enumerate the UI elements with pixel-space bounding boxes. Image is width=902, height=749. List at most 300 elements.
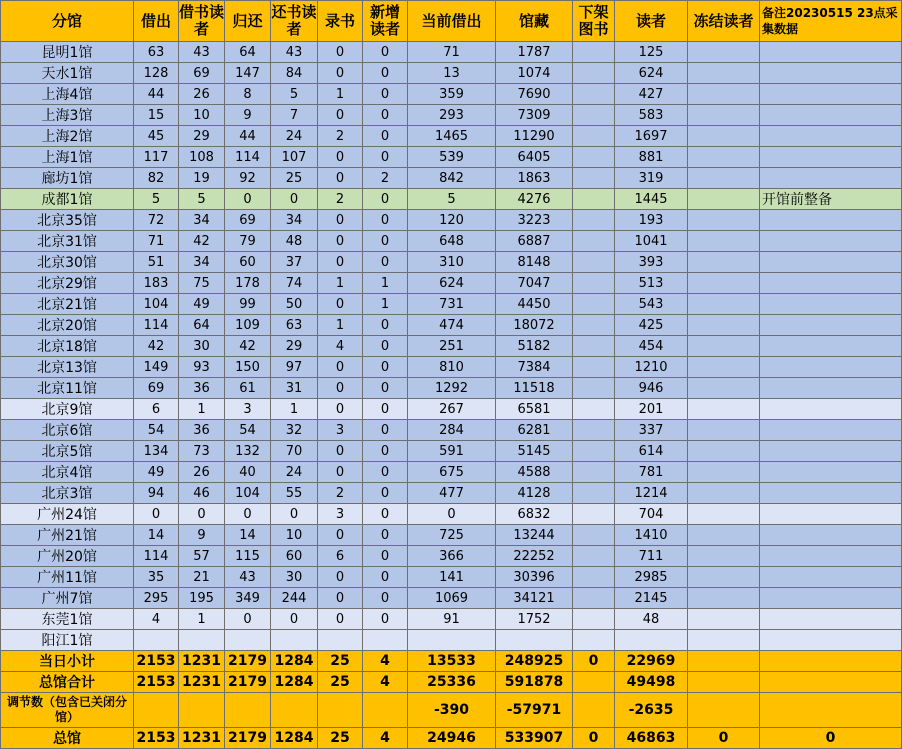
adjustment-row — [1, 693, 902, 728]
frozen-cell — [688, 105, 760, 126]
current-borrow-cell: 0 — [408, 504, 496, 525]
adjustment-empty — [134, 693, 179, 728]
return-readers-cell: 107 — [271, 147, 318, 168]
return-cell: 92 — [225, 168, 271, 189]
borrow-cell: 15 — [134, 105, 179, 126]
remark-cell — [760, 567, 902, 588]
borrow-readers-cell: 5 — [179, 189, 225, 210]
branch-name-cell: 上海4馆 — [1, 84, 134, 105]
catalog-cell: 4 — [318, 336, 363, 357]
branch-name-cell: 北京11馆 — [1, 378, 134, 399]
collection-cell: 6581 — [496, 399, 573, 420]
return-readers-cell: 25 — [271, 168, 318, 189]
table-row — [1, 420, 902, 441]
return-readers-cell: 37 — [271, 252, 318, 273]
remark-cell — [760, 609, 902, 630]
branch-name-cell: 上海1馆 — [1, 147, 134, 168]
borrow-readers-cell: 26 — [179, 84, 225, 105]
borrow-readers-cell: 1 — [179, 399, 225, 420]
remark-cell — [760, 357, 902, 378]
borrow-readers-cell: 64 — [179, 315, 225, 336]
readers-cell: 393 — [615, 252, 688, 273]
summary-return: 2179 — [225, 672, 271, 693]
borrow-cell: 35 — [134, 567, 179, 588]
return-readers-cell: 10 — [271, 525, 318, 546]
header-current-borrow: 当前借出 — [408, 1, 496, 42]
return-cell: 40 — [225, 462, 271, 483]
adjustment-empty — [271, 693, 318, 728]
frozen-cell — [688, 252, 760, 273]
readers-cell — [615, 630, 688, 651]
collection-cell: 1752 — [496, 609, 573, 630]
removed-cell — [573, 42, 615, 63]
borrow-readers-cell: 26 — [179, 462, 225, 483]
removed-cell — [573, 462, 615, 483]
frozen-cell — [688, 483, 760, 504]
adjustment-empty — [363, 693, 408, 728]
current-borrow-cell: 810 — [408, 357, 496, 378]
borrow-cell: 14 — [134, 525, 179, 546]
return-readers-cell: 7 — [271, 105, 318, 126]
return-cell: 54 — [225, 420, 271, 441]
table-row — [1, 378, 902, 399]
new-readers-cell: 0 — [363, 105, 408, 126]
new-readers-cell: 0 — [363, 588, 408, 609]
collection-cell: 6405 — [496, 147, 573, 168]
removed-cell — [573, 252, 615, 273]
removed-cell — [573, 378, 615, 399]
catalog-cell: 0 — [318, 168, 363, 189]
removed-cell — [573, 441, 615, 462]
frozen-cell — [688, 336, 760, 357]
header-note: 备注20230515 23点采集数据 — [760, 1, 902, 42]
return-cell: 44 — [225, 126, 271, 147]
summary-borrow-readers: 1231 — [179, 651, 225, 672]
remark-cell — [760, 126, 902, 147]
adjustment-current: -390 — [408, 693, 496, 728]
remark-cell — [760, 546, 902, 567]
adjustment-empty — [318, 693, 363, 728]
branch-name-cell: 广州11馆 — [1, 567, 134, 588]
table-row — [1, 42, 902, 63]
current-borrow-cell: 591 — [408, 441, 496, 462]
removed-cell — [573, 609, 615, 630]
header-borrow: 借出 — [134, 1, 179, 42]
new-readers-cell: 0 — [363, 462, 408, 483]
return-cell: 178 — [225, 273, 271, 294]
table-row — [1, 462, 902, 483]
borrow-cell: 128 — [134, 63, 179, 84]
branch-name-cell: 广州7馆 — [1, 588, 134, 609]
branch-name-cell: 北京13馆 — [1, 357, 134, 378]
borrow-cell: 149 — [134, 357, 179, 378]
table-row — [1, 357, 902, 378]
new-readers-cell: 1 — [363, 273, 408, 294]
borrow-readers-cell: 108 — [179, 147, 225, 168]
remark-cell — [760, 399, 902, 420]
borrow-cell: 117 — [134, 147, 179, 168]
return-readers-cell: 70 — [271, 441, 318, 462]
frozen-cell — [688, 315, 760, 336]
borrow-cell: 114 — [134, 546, 179, 567]
return-readers-cell: 24 — [271, 126, 318, 147]
remark-cell — [760, 420, 902, 441]
catalog-cell: 0 — [318, 63, 363, 84]
current-borrow-cell: 310 — [408, 252, 496, 273]
catalog-cell: 1 — [318, 315, 363, 336]
current-borrow-cell: 91 — [408, 609, 496, 630]
branch-name-cell: 天水1馆 — [1, 63, 134, 84]
grand-total-label: 总馆 — [1, 728, 134, 749]
new-readers-cell: 0 — [363, 441, 408, 462]
removed-cell — [573, 504, 615, 525]
catalog-cell: 0 — [318, 294, 363, 315]
summary-return-readers: 1284 — [271, 651, 318, 672]
branch-rows — [1, 42, 902, 651]
removed-cell — [573, 336, 615, 357]
branch-name-cell: 昆明1馆 — [1, 42, 134, 63]
summary-row-daily — [1, 651, 902, 672]
borrow-cell: 82 — [134, 168, 179, 189]
borrow-cell: 69 — [134, 378, 179, 399]
readers-cell: 614 — [615, 441, 688, 462]
catalog-cell: 1 — [318, 273, 363, 294]
frozen-cell — [688, 210, 760, 231]
adjustment-empty — [688, 693, 760, 728]
readers-cell: 711 — [615, 546, 688, 567]
summary-removed — [573, 672, 615, 693]
borrow-readers-cell: 1 — [179, 609, 225, 630]
current-borrow-cell: 731 — [408, 294, 496, 315]
table-row — [1, 525, 902, 546]
table-row — [1, 63, 902, 84]
return-cell: 99 — [225, 294, 271, 315]
remark-cell — [760, 63, 902, 84]
catalog-cell: 2 — [318, 189, 363, 210]
summary-return-readers: 1284 — [271, 672, 318, 693]
grand-total-borrow: 2153 — [134, 728, 179, 749]
collection-cell: 22252 — [496, 546, 573, 567]
borrow-readers-cell: 9 — [179, 525, 225, 546]
header-branch: 分馆 — [1, 1, 134, 42]
borrow-cell: 4 — [134, 609, 179, 630]
frozen-cell — [688, 273, 760, 294]
new-readers-cell: 0 — [363, 525, 408, 546]
current-borrow-cell: 251 — [408, 336, 496, 357]
branch-name-cell: 北京35馆 — [1, 210, 134, 231]
borrow-cell: 94 — [134, 483, 179, 504]
return-readers-cell: 29 — [271, 336, 318, 357]
catalog-cell — [318, 630, 363, 651]
remark-cell — [760, 231, 902, 252]
branch-name-cell: 东莞1馆 — [1, 609, 134, 630]
frozen-cell — [688, 546, 760, 567]
grand-total-new-readers: 4 — [363, 728, 408, 749]
catalog-cell: 1 — [318, 84, 363, 105]
borrow-cell: 6 — [134, 399, 179, 420]
readers-cell: 125 — [615, 42, 688, 63]
frozen-cell — [688, 588, 760, 609]
current-borrow-cell: 539 — [408, 147, 496, 168]
readers-cell: 624 — [615, 63, 688, 84]
remark-cell — [760, 315, 902, 336]
branch-name-cell: 北京3馆 — [1, 483, 134, 504]
return-readers-cell: 30 — [271, 567, 318, 588]
branch-name-cell: 北京29馆 — [1, 273, 134, 294]
new-readers-cell — [363, 630, 408, 651]
return-readers-cell: 0 — [271, 609, 318, 630]
header-row — [1, 1, 902, 42]
grand-total-current: 24946 — [408, 728, 496, 749]
borrow-cell: 63 — [134, 42, 179, 63]
readers-cell: 454 — [615, 336, 688, 357]
removed-cell — [573, 84, 615, 105]
summary-removed: 0 — [573, 651, 615, 672]
readers-cell: 1214 — [615, 483, 688, 504]
summary-frozen — [688, 672, 760, 693]
branch-name-cell: 广州24馆 — [1, 504, 134, 525]
collection-cell: 1863 — [496, 168, 573, 189]
adjustment-empty — [179, 693, 225, 728]
current-borrow-cell: 1069 — [408, 588, 496, 609]
removed-cell — [573, 273, 615, 294]
new-readers-cell: 0 — [363, 336, 408, 357]
summary-readers: 49498 — [615, 672, 688, 693]
catalog-cell: 0 — [318, 231, 363, 252]
table-row — [1, 231, 902, 252]
return-cell: 115 — [225, 546, 271, 567]
return-readers-cell: 55 — [271, 483, 318, 504]
borrow-readers-cell — [179, 630, 225, 651]
header-new-readers: 新增读者 — [363, 1, 408, 42]
adjustment-empty — [573, 693, 615, 728]
remark-cell — [760, 147, 902, 168]
readers-cell: 1445 — [615, 189, 688, 210]
catalog-cell: 3 — [318, 420, 363, 441]
removed-cell — [573, 294, 615, 315]
collection-cell: 4450 — [496, 294, 573, 315]
borrow-readers-cell: 49 — [179, 294, 225, 315]
catalog-cell: 0 — [318, 588, 363, 609]
catalog-cell: 2 — [318, 126, 363, 147]
catalog-cell: 0 — [318, 42, 363, 63]
return-cell: 42 — [225, 336, 271, 357]
collection-cell: 13244 — [496, 525, 573, 546]
return-cell: 132 — [225, 441, 271, 462]
return-readers-cell: 31 — [271, 378, 318, 399]
new-readers-cell: 0 — [363, 210, 408, 231]
collection-cell: 5182 — [496, 336, 573, 357]
borrow-cell: 44 — [134, 84, 179, 105]
adjustment-empty — [760, 693, 902, 728]
grand-total-borrow-readers: 1231 — [179, 728, 225, 749]
readers-cell: 781 — [615, 462, 688, 483]
collection-cell: 8148 — [496, 252, 573, 273]
borrow-cell: 71 — [134, 231, 179, 252]
readers-cell: 1210 — [615, 357, 688, 378]
catalog-cell: 6 — [318, 546, 363, 567]
frozen-cell — [688, 357, 760, 378]
catalog-cell: 0 — [318, 252, 363, 273]
table-row — [1, 630, 902, 651]
new-readers-cell: 0 — [363, 567, 408, 588]
return-readers-cell: 34 — [271, 210, 318, 231]
collection-cell: 34121 — [496, 588, 573, 609]
new-readers-cell: 0 — [363, 189, 408, 210]
frozen-cell — [688, 420, 760, 441]
header-frozen: 冻结读者 — [688, 1, 760, 42]
removed-cell — [573, 168, 615, 189]
collection-cell: 7309 — [496, 105, 573, 126]
new-readers-cell: 0 — [363, 42, 408, 63]
return-cell: 61 — [225, 378, 271, 399]
catalog-cell: 0 — [318, 147, 363, 168]
catalog-cell: 0 — [318, 567, 363, 588]
summary-current: 13533 — [408, 651, 496, 672]
removed-cell — [573, 189, 615, 210]
collection-cell: 7690 — [496, 84, 573, 105]
header-readers: 读者 — [615, 1, 688, 42]
catalog-cell: 0 — [318, 399, 363, 420]
table-row — [1, 273, 902, 294]
collection-cell: 18072 — [496, 315, 573, 336]
header-borrow-readers: 借书读者 — [179, 1, 225, 42]
removed-cell — [573, 147, 615, 168]
summary-borrow-readers: 1231 — [179, 672, 225, 693]
catalog-cell: 0 — [318, 105, 363, 126]
catalog-cell: 3 — [318, 504, 363, 525]
catalog-cell: 0 — [318, 441, 363, 462]
removed-cell — [573, 630, 615, 651]
collection-cell: 4128 — [496, 483, 573, 504]
return-cell: 43 — [225, 567, 271, 588]
summary-label: 当日小计 — [1, 651, 134, 672]
frozen-cell — [688, 294, 760, 315]
borrow-readers-cell: 10 — [179, 105, 225, 126]
table-row — [1, 504, 902, 525]
new-readers-cell: 0 — [363, 504, 408, 525]
current-borrow-cell — [408, 630, 496, 651]
current-borrow-cell: 842 — [408, 168, 496, 189]
branch-name-cell: 北京21馆 — [1, 294, 134, 315]
return-cell: 0 — [225, 504, 271, 525]
remark-cell — [760, 504, 902, 525]
table-row — [1, 252, 902, 273]
summary-remark — [760, 672, 902, 693]
summary-catalog: 25 — [318, 672, 363, 693]
return-readers-cell: 5 — [271, 84, 318, 105]
return-readers-cell: 48 — [271, 231, 318, 252]
adjustment-readers: -2635 — [615, 693, 688, 728]
collection-cell: 11290 — [496, 126, 573, 147]
return-readers-cell: 43 — [271, 42, 318, 63]
return-cell: 0 — [225, 609, 271, 630]
adjustment-collection: -57971 — [496, 693, 573, 728]
borrow-readers-cell: 29 — [179, 126, 225, 147]
return-readers-cell: 63 — [271, 315, 318, 336]
borrow-readers-cell: 34 — [179, 210, 225, 231]
return-readers-cell: 244 — [271, 588, 318, 609]
summary-collection: 591878 — [496, 672, 573, 693]
frozen-cell — [688, 42, 760, 63]
collection-cell: 7047 — [496, 273, 573, 294]
return-cell: 79 — [225, 231, 271, 252]
return-cell: 64 — [225, 42, 271, 63]
return-readers-cell — [271, 630, 318, 651]
return-cell: 349 — [225, 588, 271, 609]
removed-cell — [573, 315, 615, 336]
branch-name-cell: 北京20馆 — [1, 315, 134, 336]
collection-cell: 3223 — [496, 210, 573, 231]
branch-name-cell: 上海2馆 — [1, 126, 134, 147]
borrow-readers-cell: 73 — [179, 441, 225, 462]
borrow-cell: 72 — [134, 210, 179, 231]
new-readers-cell: 0 — [363, 609, 408, 630]
table-row — [1, 567, 902, 588]
new-readers-cell: 0 — [363, 483, 408, 504]
current-borrow-cell: 267 — [408, 399, 496, 420]
summary-frozen — [688, 651, 760, 672]
readers-cell: 425 — [615, 315, 688, 336]
new-readers-cell: 0 — [363, 252, 408, 273]
borrow-readers-cell: 36 — [179, 420, 225, 441]
adjustment-empty — [225, 693, 271, 728]
catalog-cell: 0 — [318, 210, 363, 231]
new-readers-cell: 0 — [363, 231, 408, 252]
remark-cell — [760, 588, 902, 609]
branch-name-cell: 北京18馆 — [1, 336, 134, 357]
frozen-cell — [688, 441, 760, 462]
remark-cell — [760, 378, 902, 399]
remark-cell — [760, 462, 902, 483]
current-borrow-cell: 284 — [408, 420, 496, 441]
catalog-cell: 0 — [318, 609, 363, 630]
branch-name-cell: 廊坊1馆 — [1, 168, 134, 189]
borrow-cell: 51 — [134, 252, 179, 273]
readers-cell: 48 — [615, 609, 688, 630]
frozen-cell — [688, 168, 760, 189]
remark-cell — [760, 42, 902, 63]
grand-total-row — [1, 728, 902, 749]
readers-cell: 2985 — [615, 567, 688, 588]
remark-cell — [760, 273, 902, 294]
table-row — [1, 105, 902, 126]
readers-cell: 193 — [615, 210, 688, 231]
return-cell: 150 — [225, 357, 271, 378]
current-borrow-cell: 624 — [408, 273, 496, 294]
return-readers-cell: 84 — [271, 63, 318, 84]
branch-name-cell: 北京9馆 — [1, 399, 134, 420]
frozen-cell — [688, 231, 760, 252]
table-row — [1, 315, 902, 336]
borrow-cell: 104 — [134, 294, 179, 315]
branch-name-cell: 北京31馆 — [1, 231, 134, 252]
removed-cell — [573, 420, 615, 441]
return-readers-cell: 97 — [271, 357, 318, 378]
borrow-cell: 134 — [134, 441, 179, 462]
return-cell: 109 — [225, 315, 271, 336]
table-row — [1, 147, 902, 168]
borrow-readers-cell: 69 — [179, 63, 225, 84]
frozen-cell — [688, 609, 760, 630]
table-row — [1, 189, 902, 210]
readers-cell: 946 — [615, 378, 688, 399]
readers-cell: 427 — [615, 84, 688, 105]
removed-cell — [573, 546, 615, 567]
return-cell: 9 — [225, 105, 271, 126]
readers-cell: 881 — [615, 147, 688, 168]
catalog-cell: 0 — [318, 357, 363, 378]
